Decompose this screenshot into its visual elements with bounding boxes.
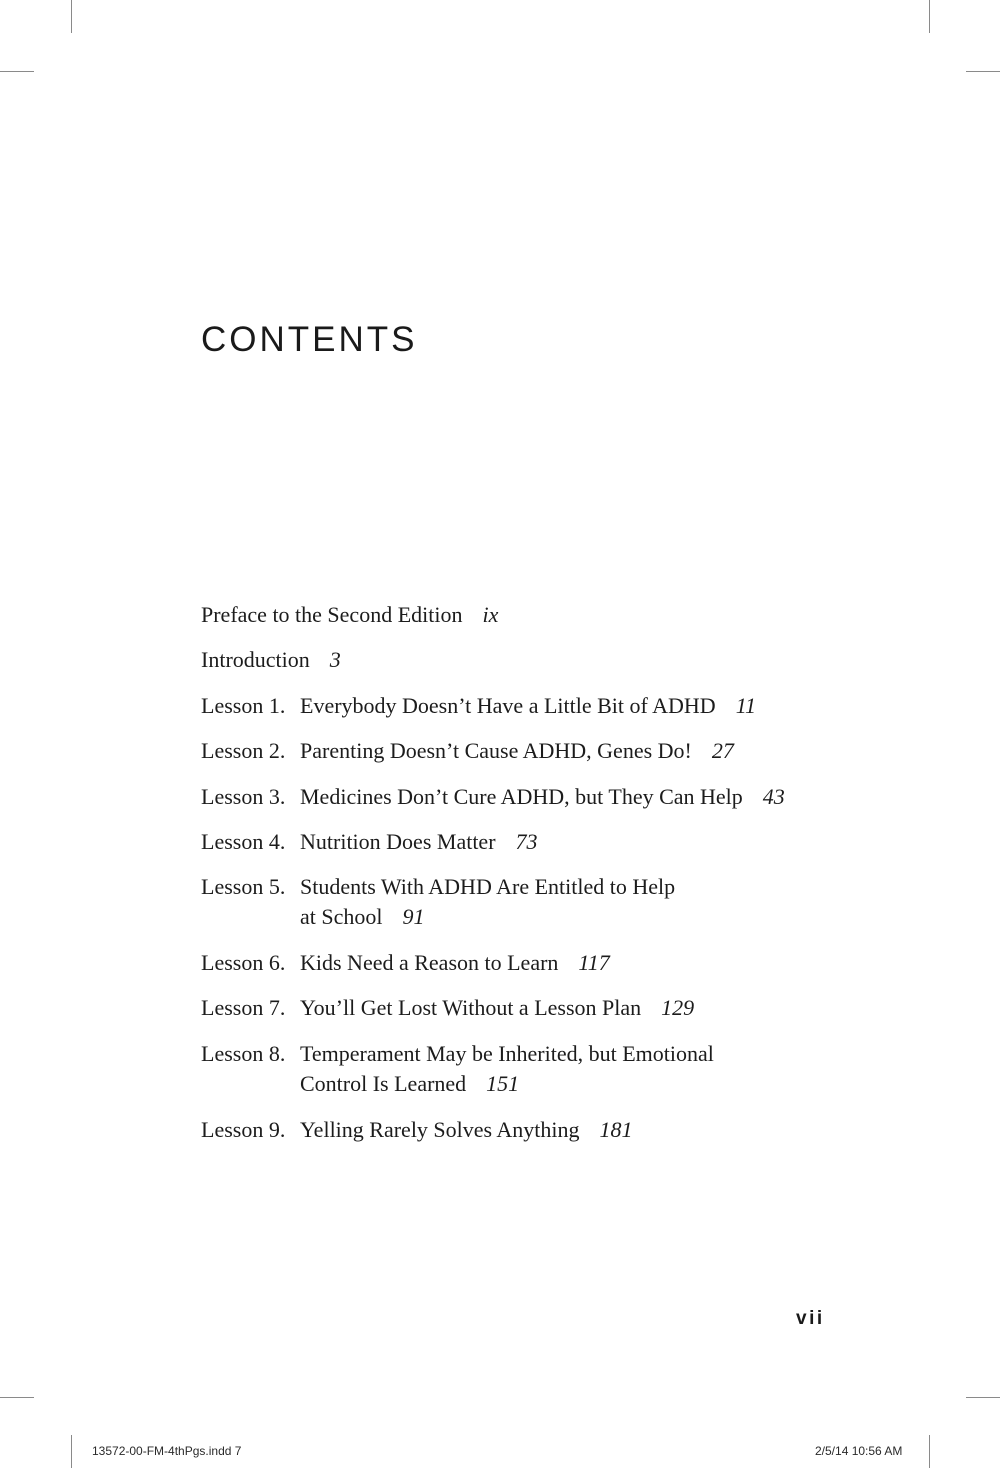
toc-entry-title: Temperament May be Inherited, but Emotional [300,1041,714,1066]
slug-datetime: 2/5/14 10:56 AM [815,1444,903,1458]
toc-entry-title: Preface to the Second Edition [201,602,463,627]
toc-entry-label: Lesson 8. [201,1041,286,1066]
toc-entry-page: 129 [661,995,695,1020]
toc-entry-label: Lesson 7. [201,995,286,1020]
toc-entry-title: Parenting Doesn’t Cause ADHD, Genes Do! [300,738,692,763]
toc-entry-title: Everybody Doesn’t Have a Little Bit of ADHD [300,693,716,718]
toc-entry-title: Medicines Don’t Cure ADHD, but They Can Help [300,784,743,809]
crop-mark-bottom-left [71,1435,72,1468]
crop-mark-right-bottom [966,1397,1000,1398]
toc-entry-introduction [201,645,341,675]
toc-entry-page: 91 [402,904,425,929]
toc-entry-lesson-6 [201,948,610,978]
toc-entry-label: Lesson 1. [201,693,286,718]
toc-entry-title: Kids Need a Reason to Learn [300,950,559,975]
toc-entry-label: Lesson 5. [201,874,286,899]
toc-entry-label: Lesson 2. [201,738,286,763]
toc-entry-page: 151 [486,1071,520,1096]
toc-entry-page: 117 [578,950,610,975]
toc-entry-page: 181 [599,1117,633,1142]
toc-entry-page: 3 [329,647,341,672]
slug-filename: 13572-00-FM-4thPgs.indd 7 [92,1444,242,1458]
toc-entry-lesson-3 [201,782,785,812]
toc-entry-lesson-8 [201,1039,714,1099]
toc-entry-page: 11 [735,693,757,718]
toc-entry-page: 73 [515,829,538,854]
toc-entry-title-continued: at School [300,904,383,929]
toc-entry-title: Students With ADHD Are Entitled to Help [300,874,676,899]
toc-entry-page: 43 [762,784,785,809]
toc-entry-label: Lesson 4. [201,829,286,854]
toc-entry-title: Introduction [201,647,310,672]
crop-mark-top-left [71,0,72,33]
crop-mark-top-right [929,0,930,33]
toc-entry-preface [201,600,498,630]
page-number: vii [796,1308,825,1329]
toc-entry-lesson-5 [201,872,675,932]
crop-mark-left-bottom [0,1397,34,1398]
toc-entry-label: Lesson 3. [201,784,286,809]
page-title: CONTENTS [201,320,418,359]
toc-entry-lesson-9 [201,1115,633,1145]
toc-entry-label: Lesson 9. [201,1117,286,1142]
toc-entry-title: Yelling Rarely Solves Anything [300,1117,580,1142]
toc-entry-page: ix [482,602,499,627]
toc-entry-lesson-2 [201,736,734,766]
toc-entry-title: You’ll Get Lost Without a Lesson Plan [300,995,642,1020]
crop-mark-left-top [0,71,34,72]
toc-entry-lesson-1 [201,691,756,721]
toc-entry-page: 27 [711,738,734,763]
toc-entry-title: Nutrition Does Matter [300,829,496,854]
toc-entry-title-continued: Control Is Learned [300,1071,467,1096]
toc-entry-label: Lesson 6. [201,950,286,975]
toc-entry-lesson-7 [201,993,694,1023]
crop-mark-bottom-right [929,1435,930,1468]
toc-entry-lesson-4 [201,827,538,857]
crop-mark-right-top [966,71,1000,72]
